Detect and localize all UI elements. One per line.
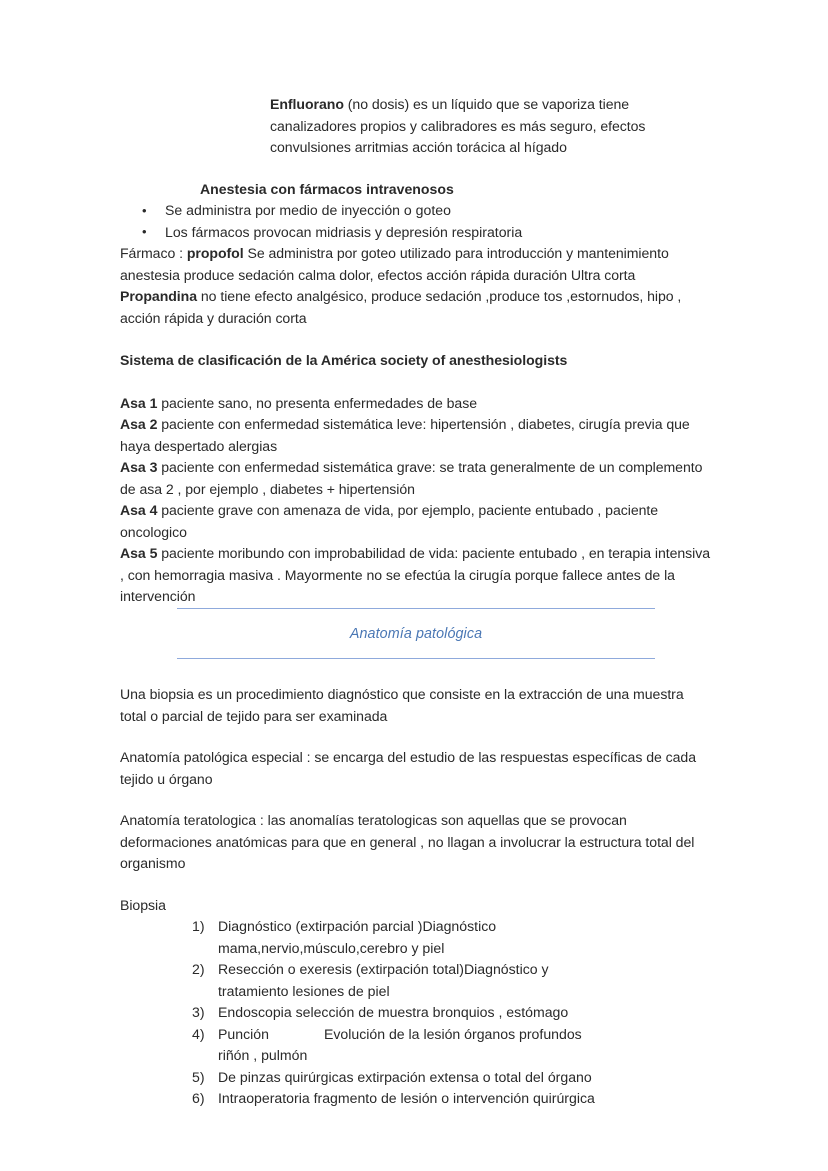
list-item [120, 1067, 614, 1089]
asa-label: Asa 4 [120, 502, 158, 518]
asa-text: paciente con enfermedad sistemática grave: se trata generalmente de un complemento de asa 2 , por ejemplo , diabetes + hipertensión [120, 459, 703, 497]
list-item-text: Endoscopia selección de muestra bronquios , estómago [218, 1004, 569, 1020]
asa-label: Asa 2 [120, 416, 158, 432]
asa-section-heading [120, 350, 712, 372]
list-item-text: De pinzas quirúrgicas extirpación extensa o total del órgano [218, 1068, 592, 1085]
spacer [120, 875, 712, 895]
asa-text: paciente grave con amenaza de vida, por ejemplo, paciente entubado , paciente oncologico [120, 502, 659, 540]
section-divider [177, 608, 655, 659]
list-item [120, 1088, 614, 1110]
list-item: • Los fármacos provocan midriasis y depresión respiratoria [120, 222, 712, 244]
asa-text: paciente sano, no presenta enfermedades de base [157, 394, 477, 411]
asa-item [120, 393, 712, 415]
pathology-content-block [120, 684, 712, 1110]
list-item [120, 916, 614, 959]
farmaco-body: Se administra por goteo utilizado para introducción y mantenimiento anestesia produce sedación calma dolor, efectos acción rápida duración Ultra corta [120, 245, 669, 283]
propandina-paragraph [120, 286, 712, 329]
biopsia-label: Biopsia [120, 896, 166, 913]
list-item-text-after: Evolución de la lesión órganos profundos riñón , pulmón [218, 1025, 582, 1063]
spacer [120, 329, 712, 350]
farmaco-paragraph [120, 243, 712, 286]
asa-label: Asa 3 [120, 459, 158, 475]
propandina-body: no tiene efecto analgésico, produce sedación ,produce tos ,estornudos, hipo , acción rápida y duración corta [120, 288, 682, 326]
list-item-number: 3) [192, 1004, 205, 1020]
biopsy-numbered-list [120, 916, 712, 1110]
list-item: • Se administra por medio de inyección o goteo [120, 200, 712, 222]
enfluorano-paragraph [270, 94, 712, 159]
list-item-number: 5) [192, 1068, 205, 1085]
asa-label: Asa 1 [120, 394, 158, 411]
section-title-anatomia-patologica: Anatomía patológica [349, 626, 483, 642]
spacer [120, 159, 712, 179]
list-item-text-before: Punción [218, 1025, 269, 1042]
asa-label: Asa 5 [120, 545, 158, 561]
anesthesia-bullet-list [120, 200, 712, 243]
list-item-number: 6) [192, 1090, 205, 1106]
list-item [120, 1002, 614, 1024]
list-item-number: 4) [192, 1025, 205, 1042]
anesthesia-content-block [120, 94, 712, 608]
asa-text: paciente moribundo con improbabilidad de vida: paciente entubado , en terapia intensiva , con hemorragia masiva . Mayormente no se efectúa la cirugía porque fallece antes de la intervención [120, 545, 711, 604]
anesthesia-heading: Anestesia con fármacos intravenosos [200, 180, 454, 197]
propandina-term: Propandina [120, 288, 198, 304]
anatomia-especial-paragraph: Anatomía patológica especial : se encarga del estudio de las respuestas específicas de cada tejido u órgano [120, 749, 697, 787]
list-item-text: Diagnóstico (extirpación parcial )Diagnóstico mama,nervio,músculo,cerebro y piel [218, 918, 497, 956]
spacer [120, 790, 712, 810]
list-item-number: 1) [192, 918, 205, 934]
enfluorano-body: (no dosis) es un líquido que se vaporiza tiene canalizadores propios y calibradores es más seguro, efectos convulsiones arritmias acción torácica al hígado [270, 96, 646, 155]
list-item-text: Resección o exeresis (extirpación total)Diagnóstico y tratamiento lesiones de piel [218, 961, 549, 999]
asa-item [120, 500, 712, 543]
asa-heading-text: Sistema de clasificación de la América society of anesthesiologists [120, 352, 568, 368]
list-item-text: Intraoperatoria fragmento de lesión o intervención quirúrgica [218, 1090, 595, 1106]
asa-item [120, 457, 712, 500]
divider-rule-bottom [177, 658, 655, 659]
asa-item [120, 543, 712, 608]
spacer [120, 372, 712, 393]
list-item-number: 2) [192, 961, 205, 977]
enfluorano-term: Enfluorano [270, 96, 344, 112]
farmaco-prefix: Fármaco : [120, 245, 187, 261]
asa-text: paciente con enfermedad sistemática leve: hipertensión , diabetes, cirugía previa que haya despertado alergias [120, 416, 690, 454]
propofol-term: propofol [186, 245, 244, 261]
anatomia-teratologica-paragraph: Anatomía teratologica : las anomalías teratologicas son aquellas que se provocan deformaciones anatómicas para que en general , no llagan a involucrar la estructura total del organismo [120, 812, 695, 871]
spacer [120, 727, 712, 747]
asa-item [120, 414, 712, 457]
biopsia-definition-paragraph: Una biopsia es un procedimiento diagnóstico que consiste en la extracción de una muestra total o parcial de tejido para ser examinada [120, 686, 684, 724]
list-item [120, 1024, 614, 1067]
list-item [120, 959, 614, 1002]
